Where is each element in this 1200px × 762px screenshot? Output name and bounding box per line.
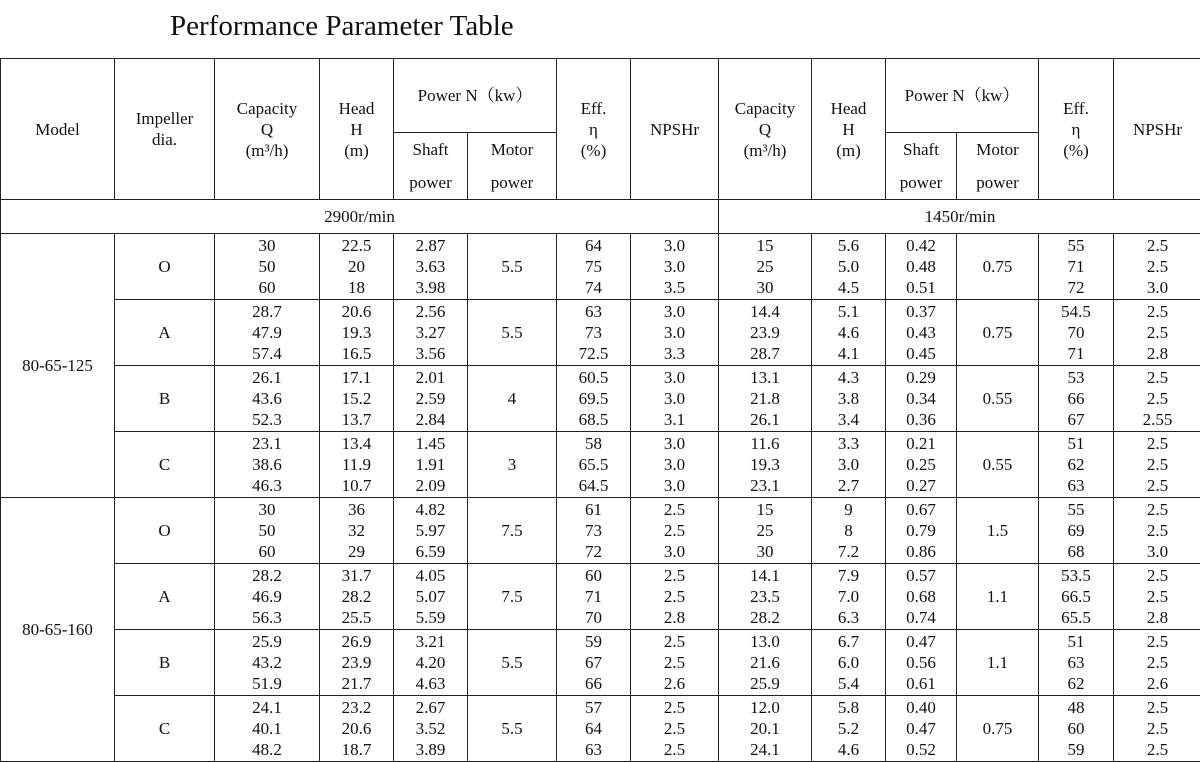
motor-power-cell: 4: [468, 366, 557, 432]
speed-row: [1, 200, 1200, 234]
impeller-cell: A: [115, 300, 215, 366]
head-cell: 36 32 29: [320, 498, 394, 564]
table-row: [1, 498, 1200, 564]
shaft-power-cell: 4.82 5.97 6.59: [394, 498, 468, 564]
motor-power-cell: 3: [468, 432, 557, 498]
eff-1450-cell: 48 60 59: [1039, 696, 1114, 762]
motor-power-cell: 5.5: [468, 696, 557, 762]
col-header-npshr: NPSHr: [631, 59, 719, 200]
head-cell: 23.2 20.6 18.7: [320, 696, 394, 762]
shaft-power-1450-cell: 0.47 0.56 0.61: [886, 630, 957, 696]
table-row: [1, 630, 1200, 696]
shaft-power-1450-cell: 0.21 0.25 0.27: [886, 432, 957, 498]
shaft-power-1450-cell: 0.37 0.43 0.45: [886, 300, 957, 366]
npshr-cell: 2.5 2.5 2.8: [631, 564, 719, 630]
capacity-1450-cell: 15 25 30: [719, 498, 812, 564]
capacity-1450-cell: 12.0 20.1 24.1: [719, 696, 812, 762]
npshr-1450-cell: 2.5 2.5 2.55: [1114, 366, 1200, 432]
col-header-power-2: Power N（kw）: [886, 59, 1039, 133]
eff-1450-cell: 51 62 63: [1039, 432, 1114, 498]
capacity-cell: 30 50 60: [215, 234, 320, 300]
col-header-model: Model: [1, 59, 115, 200]
shaft-power-cell: 2.01 2.59 2.84: [394, 366, 468, 432]
motor-power-1450-cell: 0.75: [957, 300, 1039, 366]
eff-cell: 60.5 69.5 68.5: [557, 366, 631, 432]
shaft-power-1450-cell: 0.40 0.47 0.52: [886, 696, 957, 762]
shaft-power-cell: 2.56 3.27 3.56: [394, 300, 468, 366]
head-cell: 13.4 11.9 10.7: [320, 432, 394, 498]
motor-power-1450-cell: 0.75: [957, 696, 1039, 762]
capacity-1450-cell: 13.1 21.8 26.1: [719, 366, 812, 432]
shaft-power-1450-cell: 0.57 0.68 0.74: [886, 564, 957, 630]
motor-power-cell: 5.5: [468, 630, 557, 696]
eff-cell: 58 65.5 64.5: [557, 432, 631, 498]
col-header-eff: Eff. η (%): [557, 59, 631, 200]
eff-1450-cell: 51 63 62: [1039, 630, 1114, 696]
table-row: [1, 234, 1200, 300]
capacity-1450-cell: 15 25 30: [719, 234, 812, 300]
impeller-cell: O: [115, 234, 215, 300]
eff-cell: 57 64 63: [557, 696, 631, 762]
head-1450-cell: 4.3 3.8 3.4: [812, 366, 886, 432]
npshr-cell: 3.0 3.0 3.3: [631, 300, 719, 366]
col-header-capacity-2: Capacity Q (m³/h): [719, 59, 812, 200]
motor-power-cell: 7.5: [468, 564, 557, 630]
model-cell: 80-65-125: [1, 234, 115, 498]
head-1450-cell: 5.1 4.6 4.1: [812, 300, 886, 366]
head-1450-cell: 9 8 7.2: [812, 498, 886, 564]
npshr-cell: 2.5 2.5 2.6: [631, 630, 719, 696]
col-header-power: Power N（kw）: [394, 59, 557, 133]
col-header-head: Head H (m): [320, 59, 394, 200]
capacity-cell: 28.2 46.9 56.3: [215, 564, 320, 630]
eff-cell: 59 67 66: [557, 630, 631, 696]
head-1450-cell: 5.6 5.0 4.5: [812, 234, 886, 300]
impeller-cell: B: [115, 630, 215, 696]
head-1450-cell: 3.3 3.0 2.7: [812, 432, 886, 498]
shaft-power-cell: 2.67 3.52 3.89: [394, 696, 468, 762]
speed-1450: 1450r/min: [719, 200, 1200, 234]
eff-1450-cell: 53 66 67: [1039, 366, 1114, 432]
npshr-1450-cell: 2.5 2.5 3.0: [1114, 234, 1200, 300]
table-row: [1, 300, 1200, 366]
motor-power-cell: 5.5: [468, 300, 557, 366]
table-row: [1, 564, 1200, 630]
head-cell: 20.6 19.3 16.5: [320, 300, 394, 366]
eff-1450-cell: 53.5 66.5 65.5: [1039, 564, 1114, 630]
npshr-1450-cell: 2.5 2.5 2.5: [1114, 432, 1200, 498]
performance-table: [0, 58, 1200, 762]
capacity-cell: 23.1 38.6 46.3: [215, 432, 320, 498]
impeller-cell: A: [115, 564, 215, 630]
eff-1450-cell: 55 71 72: [1039, 234, 1114, 300]
capacity-cell: 24.1 40.1 48.2: [215, 696, 320, 762]
shaft-power-cell: 1.45 1.91 2.09: [394, 432, 468, 498]
shaft-power-cell: 2.87 3.63 3.98: [394, 234, 468, 300]
motor-power-1450-cell: 1.5: [957, 498, 1039, 564]
npshr-1450-cell: 2.5 2.5 2.5: [1114, 696, 1200, 762]
impeller-cell: C: [115, 432, 215, 498]
head-cell: 31.7 28.2 25.5: [320, 564, 394, 630]
eff-1450-cell: 55 69 68: [1039, 498, 1114, 564]
capacity-cell: 25.9 43.2 51.9: [215, 630, 320, 696]
capacity-cell: 28.7 47.9 57.4: [215, 300, 320, 366]
npshr-cell: 3.0 3.0 3.5: [631, 234, 719, 300]
header-row: [1, 59, 1200, 133]
head-cell: 22.5 20 18: [320, 234, 394, 300]
eff-cell: 61 73 72: [557, 498, 631, 564]
col-header-motor-power: Motor power: [468, 133, 557, 200]
model-cell: 80-65-160: [1, 498, 115, 762]
head-1450-cell: 5.8 5.2 4.6: [812, 696, 886, 762]
table-row: [1, 696, 1200, 762]
col-header-shaft-power: Shaft power: [394, 133, 468, 200]
speed-2900: 2900r/min: [1, 200, 719, 234]
npshr-cell: 2.5 2.5 2.5: [631, 696, 719, 762]
impeller-cell: C: [115, 696, 215, 762]
table-row: [1, 366, 1200, 432]
head-1450-cell: 6.7 6.0 5.4: [812, 630, 886, 696]
head-cell: 26.9 23.9 21.7: [320, 630, 394, 696]
motor-power-1450-cell: 0.75: [957, 234, 1039, 300]
motor-power-1450-cell: 0.55: [957, 366, 1039, 432]
npshr-cell: 3.0 3.0 3.0: [631, 432, 719, 498]
eff-1450-cell: 54.5 70 71: [1039, 300, 1114, 366]
head-cell: 17.1 15.2 13.7: [320, 366, 394, 432]
motor-power-cell: 5.5: [468, 234, 557, 300]
head-1450-cell: 7.9 7.0 6.3: [812, 564, 886, 630]
table-row: [1, 432, 1200, 498]
npshr-1450-cell: 2.5 2.5 3.0: [1114, 498, 1200, 564]
shaft-power-1450-cell: 0.42 0.48 0.51: [886, 234, 957, 300]
capacity-1450-cell: 14.4 23.9 28.7: [719, 300, 812, 366]
col-header-motor-power-2: Motor power: [957, 133, 1039, 200]
col-header-impeller: Impeller dia.: [115, 59, 215, 200]
motor-power-cell: 7.5: [468, 498, 557, 564]
col-header-shaft-power-2: Shaft power: [886, 133, 957, 200]
capacity-1450-cell: 13.0 21.6 25.9: [719, 630, 812, 696]
col-header-eff-2: Eff. η (%): [1039, 59, 1114, 200]
impeller-cell: O: [115, 498, 215, 564]
capacity-cell: 30 50 60: [215, 498, 320, 564]
col-header-capacity: Capacity Q (m³/h): [215, 59, 320, 200]
impeller-cell: B: [115, 366, 215, 432]
capacity-cell: 26.1 43.6 52.3: [215, 366, 320, 432]
motor-power-1450-cell: 0.55: [957, 432, 1039, 498]
eff-cell: 64 75 74: [557, 234, 631, 300]
shaft-power-cell: 3.21 4.20 4.63: [394, 630, 468, 696]
npshr-1450-cell: 2.5 2.5 2.6: [1114, 630, 1200, 696]
col-header-head-2: Head H (m): [812, 59, 886, 200]
capacity-1450-cell: 11.6 19.3 23.1: [719, 432, 812, 498]
shaft-power-1450-cell: 0.29 0.34 0.36: [886, 366, 957, 432]
capacity-1450-cell: 14.1 23.5 28.2: [719, 564, 812, 630]
shaft-power-1450-cell: 0.67 0.79 0.86: [886, 498, 957, 564]
eff-cell: 60 71 70: [557, 564, 631, 630]
col-header-npshr-2: NPSHr: [1114, 59, 1200, 200]
motor-power-1450-cell: 1.1: [957, 564, 1039, 630]
motor-power-1450-cell: 1.1: [957, 630, 1039, 696]
npshr-1450-cell: 2.5 2.5 2.8: [1114, 300, 1200, 366]
npshr-cell: 2.5 2.5 3.0: [631, 498, 719, 564]
npshr-cell: 3.0 3.0 3.1: [631, 366, 719, 432]
npshr-1450-cell: 2.5 2.5 2.8: [1114, 564, 1200, 630]
page-title: Performance Parameter Table: [170, 6, 514, 46]
eff-cell: 63 73 72.5: [557, 300, 631, 366]
shaft-power-cell: 4.05 5.07 5.59: [394, 564, 468, 630]
